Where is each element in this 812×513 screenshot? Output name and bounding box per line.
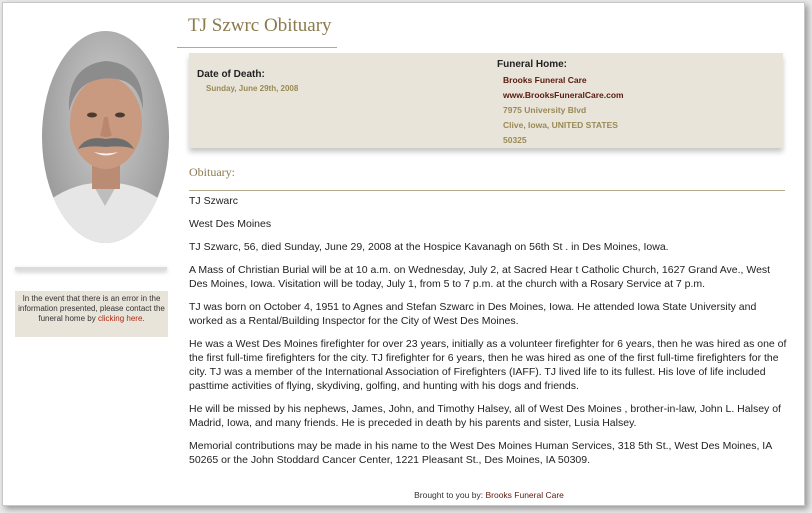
- funeral-home-website-link[interactable]: www.BrooksFuneralCare.com: [503, 90, 624, 100]
- funeral-home-label: Funeral Home:: [497, 59, 568, 70]
- obituary-paragraph: He will be missed by his nephews, James, John, and Timothy Halsey, all of West Des Moines , brother-in-law, John L. Halsey of Madrid, Iowa, and many friends. He is preceded in death by his parents and sister, Lusia Halsey.: [189, 403, 781, 429]
- obituary-paragraph: A Mass of Christian Burial will be at 10 a.m. on Wednesday, July 2, at Sacred Hear t Catholic Church, 1627 Grand Ave., West Des Moines, Iowa. Visitation will be today, July 1, from 5 to 7 p.m. at the church with a Rosary Service at 7 p.m.: [189, 264, 771, 290]
- obituary-text: [189, 194, 789, 476]
- obituary-paragraph: Memorial contributions may be made in his name to the West Des Moines Human Services, 318 5th St., West Des Moines, IA 50265 or the John Stoddard Cancer Center, 1221 Pleasant St., Des Moines, IA 50309.: [189, 440, 772, 466]
- portrait-image: [42, 31, 169, 243]
- funeral-home-zip: 50325: [503, 135, 527, 145]
- funeral-home-street: 7975 University Blvd: [503, 105, 587, 115]
- obituary-paragraph: He was a West Des Moines firefighter for over 23 years, initially as a volunteer firefighter for 6 years, then he was hired as one of the first full-time firefighters for the city. TJ firefighter for 6 years, then he was hired as one of the first full-time firefighters for the city. TJ was a member of the International Association of Firefighters (IAFF). TJ lived life to its fullest. His love of life included pasttime activities of flying, skydiving, golfing, and hunting with his dogs and friends.: [189, 338, 787, 392]
- obituary-paragraph: TJ was born on October 4, 1951 to Agnes and Stefan Szwarc in Des Moines, Iowa. He attended Iowa State University and worked as a Rental/Building Inspector for the City of West Des Moines.: [189, 301, 757, 327]
- obituary-divider: [189, 190, 785, 191]
- obituary-paragraph: West Des Moines: [189, 218, 272, 230]
- page-title: TJ Szwrc Obituary: [188, 15, 332, 36]
- title-underline: [177, 47, 337, 48]
- footer-prefix: Brought to you by:: [414, 490, 484, 500]
- footer-funeral-home-link[interactable]: Brooks Funeral Care: [485, 490, 564, 500]
- error-notice: [15, 291, 168, 337]
- obituary-paragraph: TJ Szwarc: [189, 195, 239, 207]
- error-report-link[interactable]: clicking here: [97, 314, 143, 323]
- error-notice-suffix: .: [142, 314, 145, 323]
- obituary-heading: Obituary:: [189, 165, 235, 179]
- funeral-home-city: Clive, Iowa, UNITED STATES: [503, 120, 618, 130]
- error-notice-text: In the event that there is an error in the information presented, please contact the funeral home by: [18, 294, 165, 323]
- details-panel: [189, 53, 783, 148]
- date-of-death-value: Sunday, June 29th, 2008: [206, 84, 299, 93]
- funeral-home-name: Brooks Funeral Care: [503, 75, 587, 85]
- date-of-death-label: Date of Death:: [197, 69, 265, 80]
- obituary-page: [2, 2, 805, 506]
- divider: [15, 267, 167, 270]
- footer: [189, 490, 789, 500]
- obituary-paragraph: TJ Szwarc, 56, died Sunday, June 29, 2008 at the Hospice Kavanagh on 56th St . in Des Moines, Iowa.: [189, 241, 669, 253]
- portrait-photo: [42, 31, 169, 243]
